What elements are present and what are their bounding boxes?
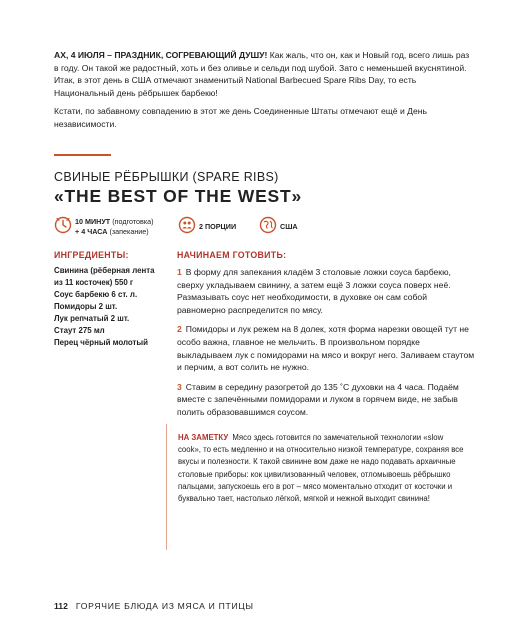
time-prep-note: (подготовка) (110, 217, 154, 226)
people-icon (178, 216, 196, 234)
intro-paragraph-1-rest: Как жаль, что он, как и Новый год, всего лишь раз в году. Он такой же радостный, хоть и без оливье и сельди под шубой. Зато с неменьшей вкуснятиной. Итак, в этот день в США отмечают знаменитый National Barbecued Spare Ribs Day, то есть Национальный день рёбрышек барбекю! (54, 50, 470, 98)
note-text: Мясо здесь готовится по замечательной технологии «slow cook», то есть медленно и на относительно низкой температуре, сохраняя все вкусы и полезности. К такой свинине вом даже не надо подавать архаичные столовые приборы: кок цивилизованный человек, отломывоешь рёбрышко пальцами, запускоешь его в рот – мясо моментально отходит от косточки и буквально тает, настолько лёгкой, мягкой и нежной выходит свинина! (178, 433, 464, 504)
ingredient-item: из 11 косточек) 550 г (54, 278, 134, 287)
note-heading: НА ЗАМЕТКУ (178, 433, 229, 442)
origin: США (280, 222, 298, 231)
time-prep-value: 10 МИНУТ (75, 217, 111, 226)
time-bake-note: (запекание) (107, 226, 149, 236)
ingredient-item: Свинина (рёберная лента (54, 266, 155, 275)
servings: 2 ПОРЦИИ (199, 222, 237, 231)
ingredients-list (54, 265, 166, 349)
time-bake-value: + 4 ЧАСА (75, 226, 108, 236)
method-steps (177, 266, 477, 426)
step-3 (177, 381, 477, 419)
step-text: В форму для запекания кладём 3 столовые ложки соуса барбекю, сверху укладываем свинину, а затем ещё 3 ложки соуса поверх неё. Размазывать соус нет необходимости, в духовке он сам собой равномерно распределится по мясу. (177, 267, 451, 315)
method-heading: НАЧИНАЕМ ГОТОВИТЬ: (177, 250, 287, 260)
step-number: 2 (177, 324, 182, 335)
step-number: 1 (177, 267, 182, 277)
step-text: Помидоры и лук режем на 8 долек, хотя форма нарезки овощей тут не особо важна, главное не мельчить. В произвольном порядке выкладываем лук с помидорами на мясо и вокруг него. Заливаем стаутом и перчим, а вот солить не нужно. (177, 324, 475, 373)
intro-paragraph-1 (54, 49, 474, 99)
step-text: Ставим в середину разогретой до 135 ˚С духовки на 4 часа. Подаём вместе с запечёнными помидорами и луком в горячем виде, не забыв полить образовавшимся соусом. (177, 381, 459, 417)
clock-icon (54, 216, 72, 234)
ingredient-item: Соус барбекю 6 ст. л. (54, 290, 138, 299)
recipe-subtitle: «THE BEST OF THE WEST» (54, 186, 303, 206)
intro-text (54, 49, 474, 137)
time-info (75, 217, 154, 236)
page-footer (54, 601, 254, 611)
ingredient-item: Стаут 275 мл (54, 326, 105, 335)
time-bake (75, 227, 154, 237)
globe-icon (259, 216, 277, 234)
section-title: ГОРЯЧИЕ БЛЮДА ИЗ МЯСА И ПТИЦЫ (75, 601, 254, 611)
ingredients-heading: ИНГРЕДИЕНТЫ: (54, 250, 129, 260)
ingredient-item: Перец чёрный молотый (54, 338, 148, 347)
intro-paragraph-2: Кстати, по забавному совпадению в этот же день Соединенные Штаты отмечают ещё и День независимости. (54, 106, 427, 129)
step-2 (177, 323, 477, 373)
recipe-title: СВИНЫЕ РЁБРЫШКИ (SPARE RIBS) (54, 170, 279, 184)
step-1 (177, 266, 477, 316)
ingredient-item: Лук репчатый 2 шт. (54, 314, 130, 323)
page-number: 112 (54, 601, 68, 611)
section-divider (54, 154, 111, 156)
step-number: 3 (177, 381, 182, 392)
time-prep (75, 217, 154, 227)
ingredient-item: Помидоры 2 шт. (54, 302, 118, 311)
intro-lead: АХ, 4 ИЮЛЯ – ПРАЗДНИК, СОГРЕВАЮЩИЙ ДУШУ! (54, 50, 268, 60)
note-box (166, 424, 466, 550)
